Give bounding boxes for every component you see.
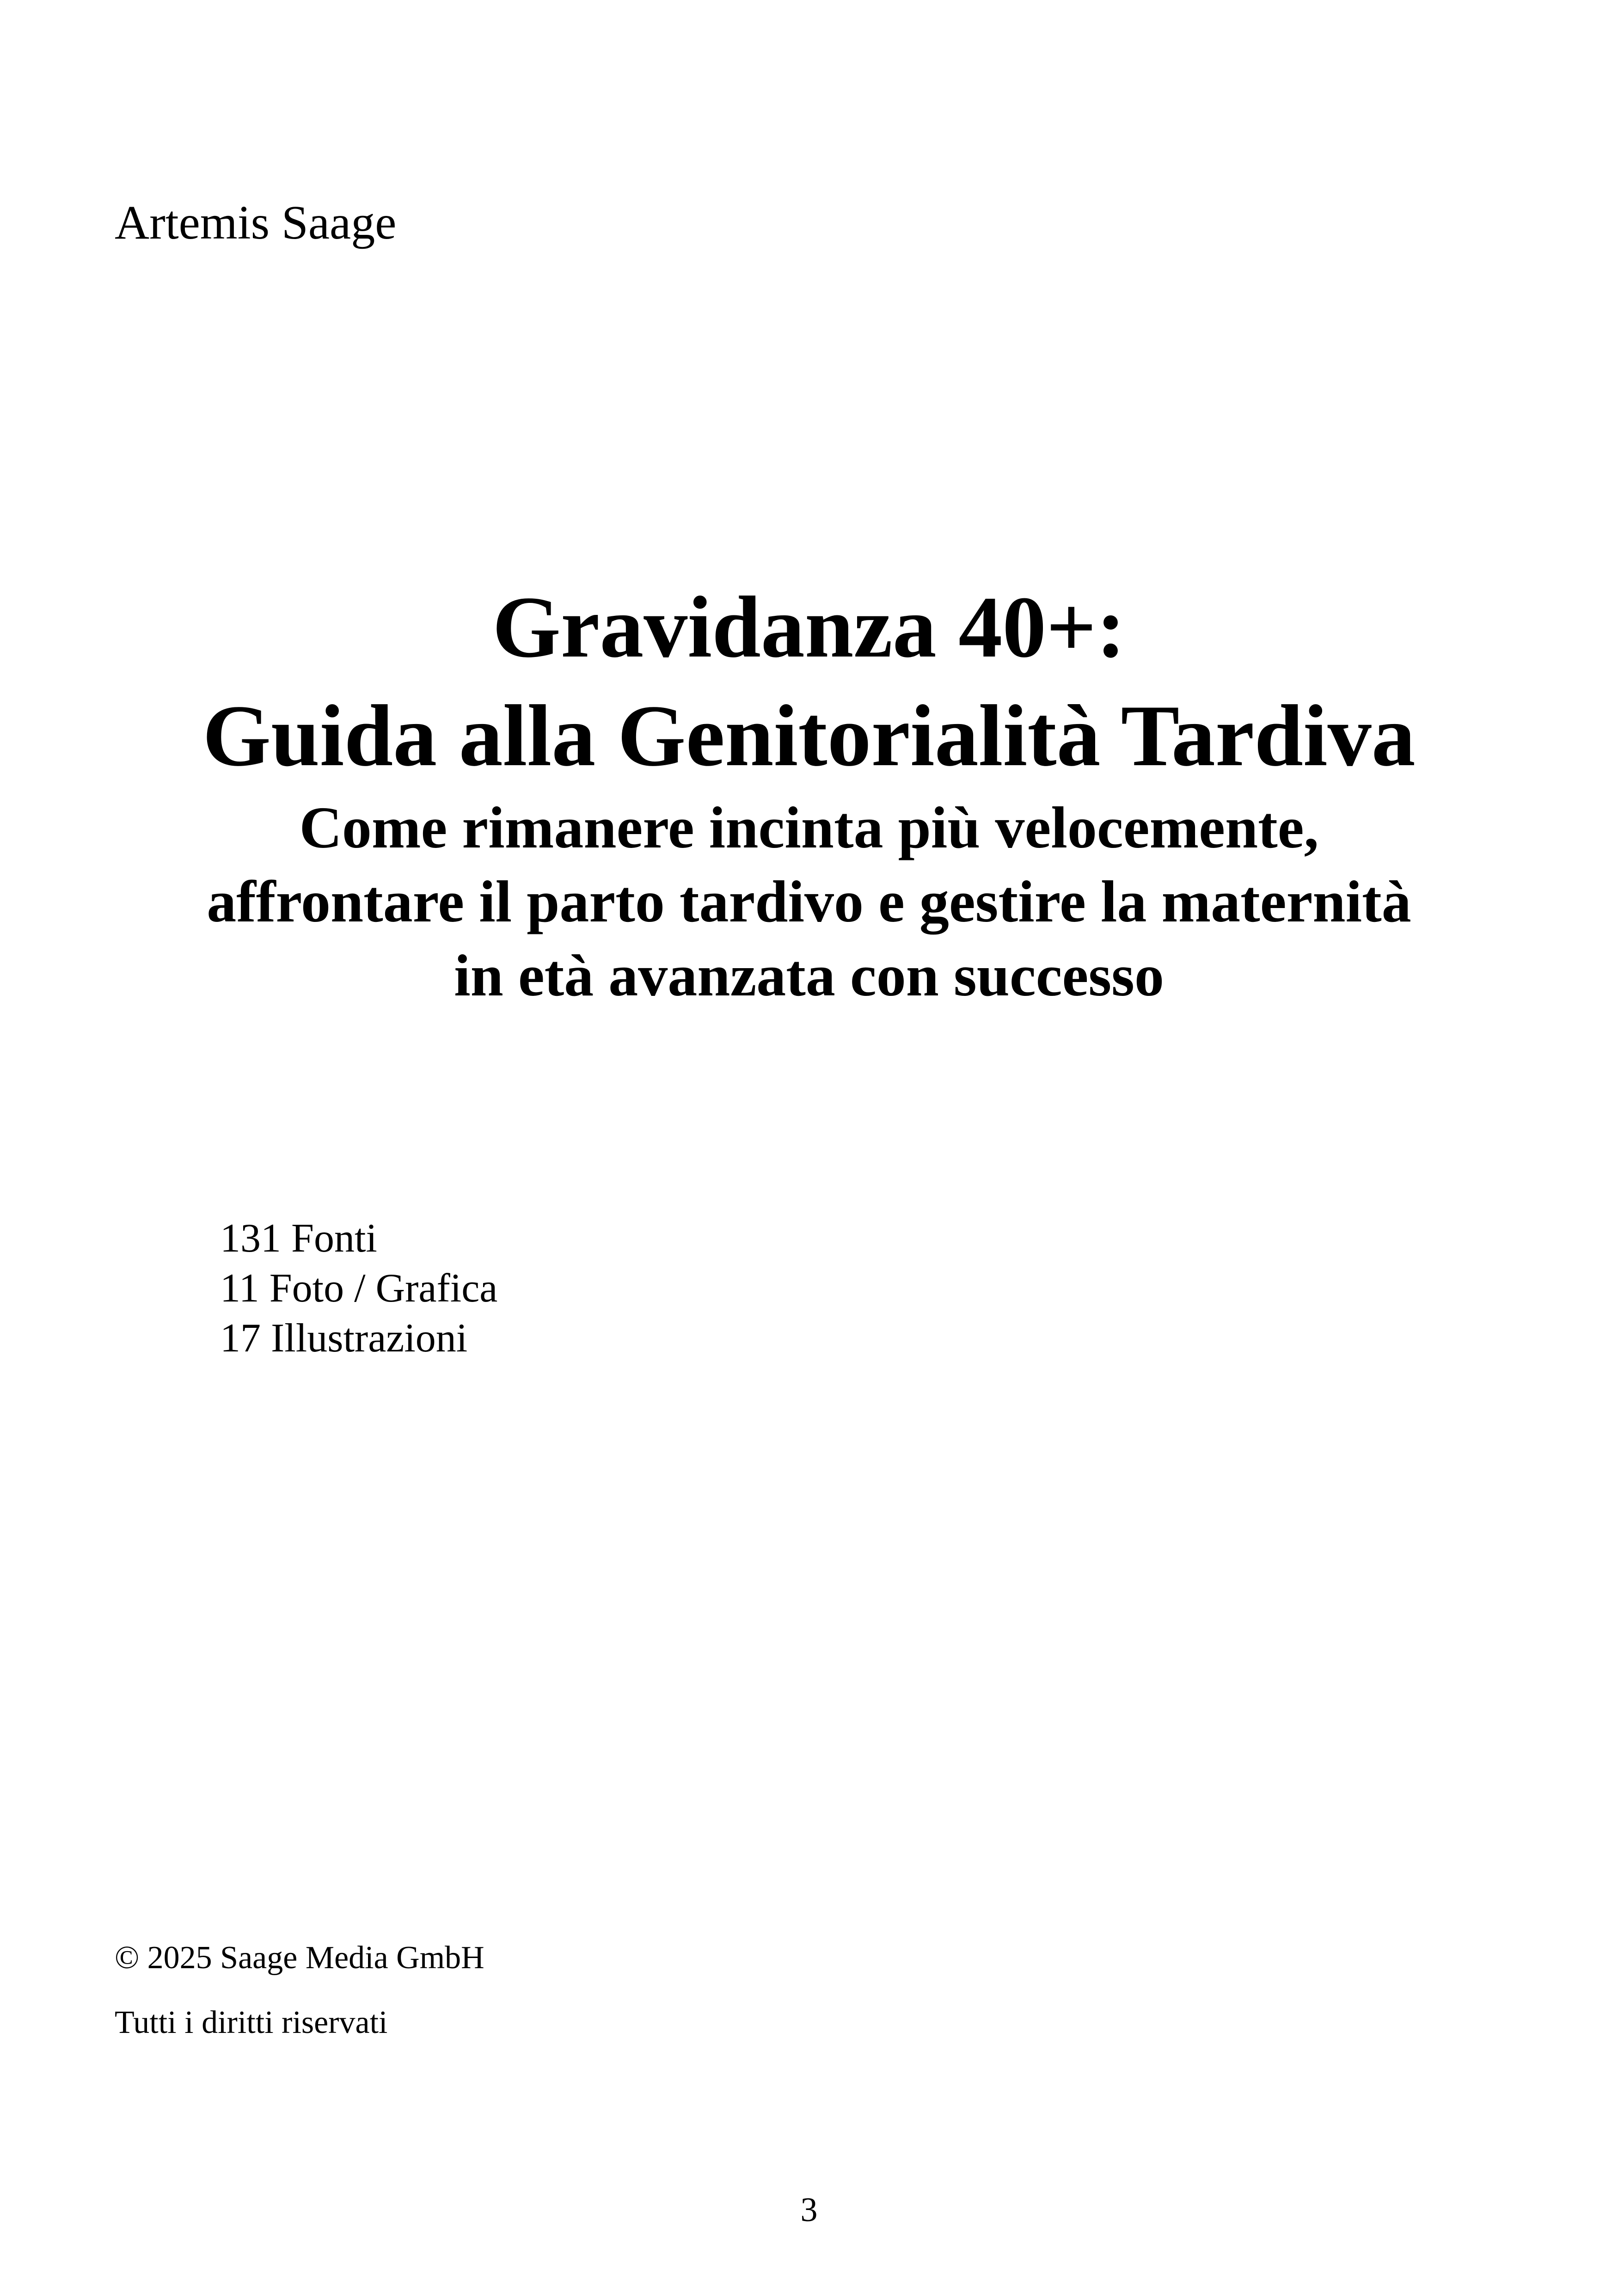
- subtitle-line-1: Come rimanere incinta più velocemente,: [299, 795, 1319, 860]
- rights-notice: Tutti i diritti riservati: [115, 2005, 388, 2040]
- subtitle-line-3: in età avanzata con successo: [454, 943, 1164, 1008]
- subtitle-line-2: affrontare il parto tardivo e gestire la maternità: [207, 869, 1411, 934]
- title-line-1: Gravidanza 40+:: [492, 579, 1126, 676]
- author-name: Artemis Saage: [115, 196, 397, 249]
- page-number: 3: [800, 2191, 818, 2229]
- copyright-notice: © 2025 Saage Media GmbH: [115, 1940, 484, 1976]
- stats-list: [220, 1214, 497, 1363]
- title-line-2: Guida alla Genitorialità Tardiva: [202, 688, 1416, 785]
- stat-sources: 131 Fonti: [220, 1216, 377, 1261]
- stat-illustrations: 17 Illustrazioni: [220, 1316, 468, 1361]
- title-block: [0, 573, 1618, 1013]
- stat-photos: 11 Foto / Grafica: [220, 1266, 498, 1311]
